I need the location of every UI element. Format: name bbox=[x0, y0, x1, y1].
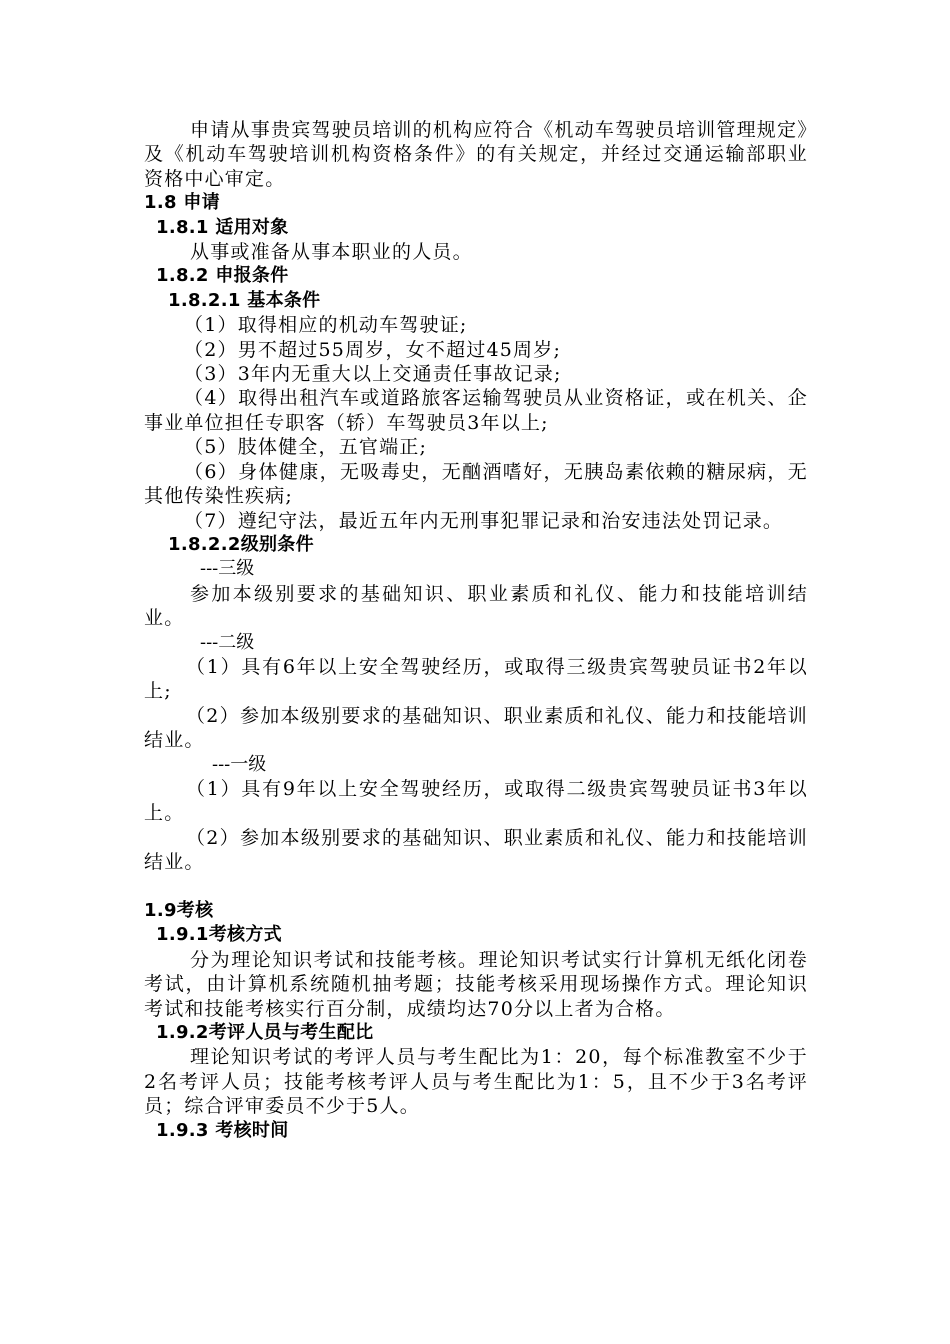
paragraph: （2）参加本级别要求的基础知识、职业素质和礼仪、能力和技能培训结业。 bbox=[144, 826, 808, 874]
level-label: ---三级 bbox=[200, 558, 255, 580]
document-page bbox=[144, 118, 808, 1143]
paragraph: 申请从事贵宾驾驶员培训的机构应符合《机动车驾驶员培训管理规定》及《机动车驾驶培训机构资格条件》的有关规定，并经过交通运输部职业资格中心审定。 bbox=[144, 119, 808, 190]
paragraph: （7）遵纪守法，最近五年内无刑事犯罪记录和治安违法处罚记录。 bbox=[184, 509, 784, 532]
paragraph: 分为理论知识考试和技能考核。理论知识考试实行计算机无纸化闭卷考试，由计算机系统随机抽考题；技能考核采用现场操作方式。理论知识考试和技能考核实行百分制，成绩均达70分以上者为合格。 bbox=[144, 948, 808, 1020]
section-heading: 1.8.2 申报条件 bbox=[156, 265, 289, 287]
section-heading: 1.8.2.2级别条件 bbox=[168, 533, 314, 555]
section-heading: 1.9考核 bbox=[144, 899, 214, 921]
paragraph: （1）具有9年以上安全驾驶经历，或取得二级贵宾驾驶员证书3年以上。 bbox=[144, 777, 808, 825]
paragraph: （5）肢体健全，五官端正; bbox=[184, 436, 428, 459]
section-heading: 1.8.1 适用对象 bbox=[156, 216, 289, 238]
paragraph: （6）身体健康，无吸毒史，无酗酒嗜好，无胰岛素依赖的糖尿病，无其他传染性疾病; bbox=[144, 460, 808, 508]
level-label: ---二级 bbox=[200, 631, 255, 653]
paragraph: （3）3年内无重大以上交通责任事故记录; bbox=[184, 363, 562, 386]
paragraph: （1）具有6年以上安全驾驶经历，或取得三级贵宾驾驶员证书2年以上; bbox=[144, 655, 808, 703]
section-heading: 1.9.3 考核时间 bbox=[156, 1119, 289, 1141]
paragraph: 理论知识考试的考评人员与考生配比为1：20，每个标准教室不少于2名考评人员；技能考核考评人员与考生配比为1：5，且不少于3名考评员；综合评审委员不少于5人。 bbox=[144, 1046, 808, 1118]
paragraph: （1）取得相应的机动车驾驶证; bbox=[184, 314, 468, 337]
paragraph: 参加本级别要求的基础知识、职业素质和礼仪、能力和技能培训结业。 bbox=[144, 582, 808, 630]
blank-line bbox=[144, 875, 808, 899]
level-label: ---一级 bbox=[212, 753, 267, 775]
paragraph: （4）取得出租汽车或道路旅客运输驾驶员从业资格证，或在机关、企事业单位担任专职客（轿）车驾驶员3年以上; bbox=[144, 387, 808, 434]
paragraph: （2）男不超过55周岁，女不超过45周岁; bbox=[184, 338, 562, 361]
paragraph: （2）参加本级别要求的基础知识、职业素质和礼仪、能力和技能培训结业。 bbox=[144, 704, 808, 752]
section-heading: 1.9.1考核方式 bbox=[156, 924, 282, 946]
paragraph: 从事或准备从事本职业的人员。 bbox=[190, 241, 473, 264]
section-heading: 1.9.2考评人员与考生配比 bbox=[156, 1022, 374, 1044]
section-heading: 1.8 申请 bbox=[144, 192, 220, 214]
section-heading: 1.8.2.1 基本条件 bbox=[168, 289, 321, 311]
